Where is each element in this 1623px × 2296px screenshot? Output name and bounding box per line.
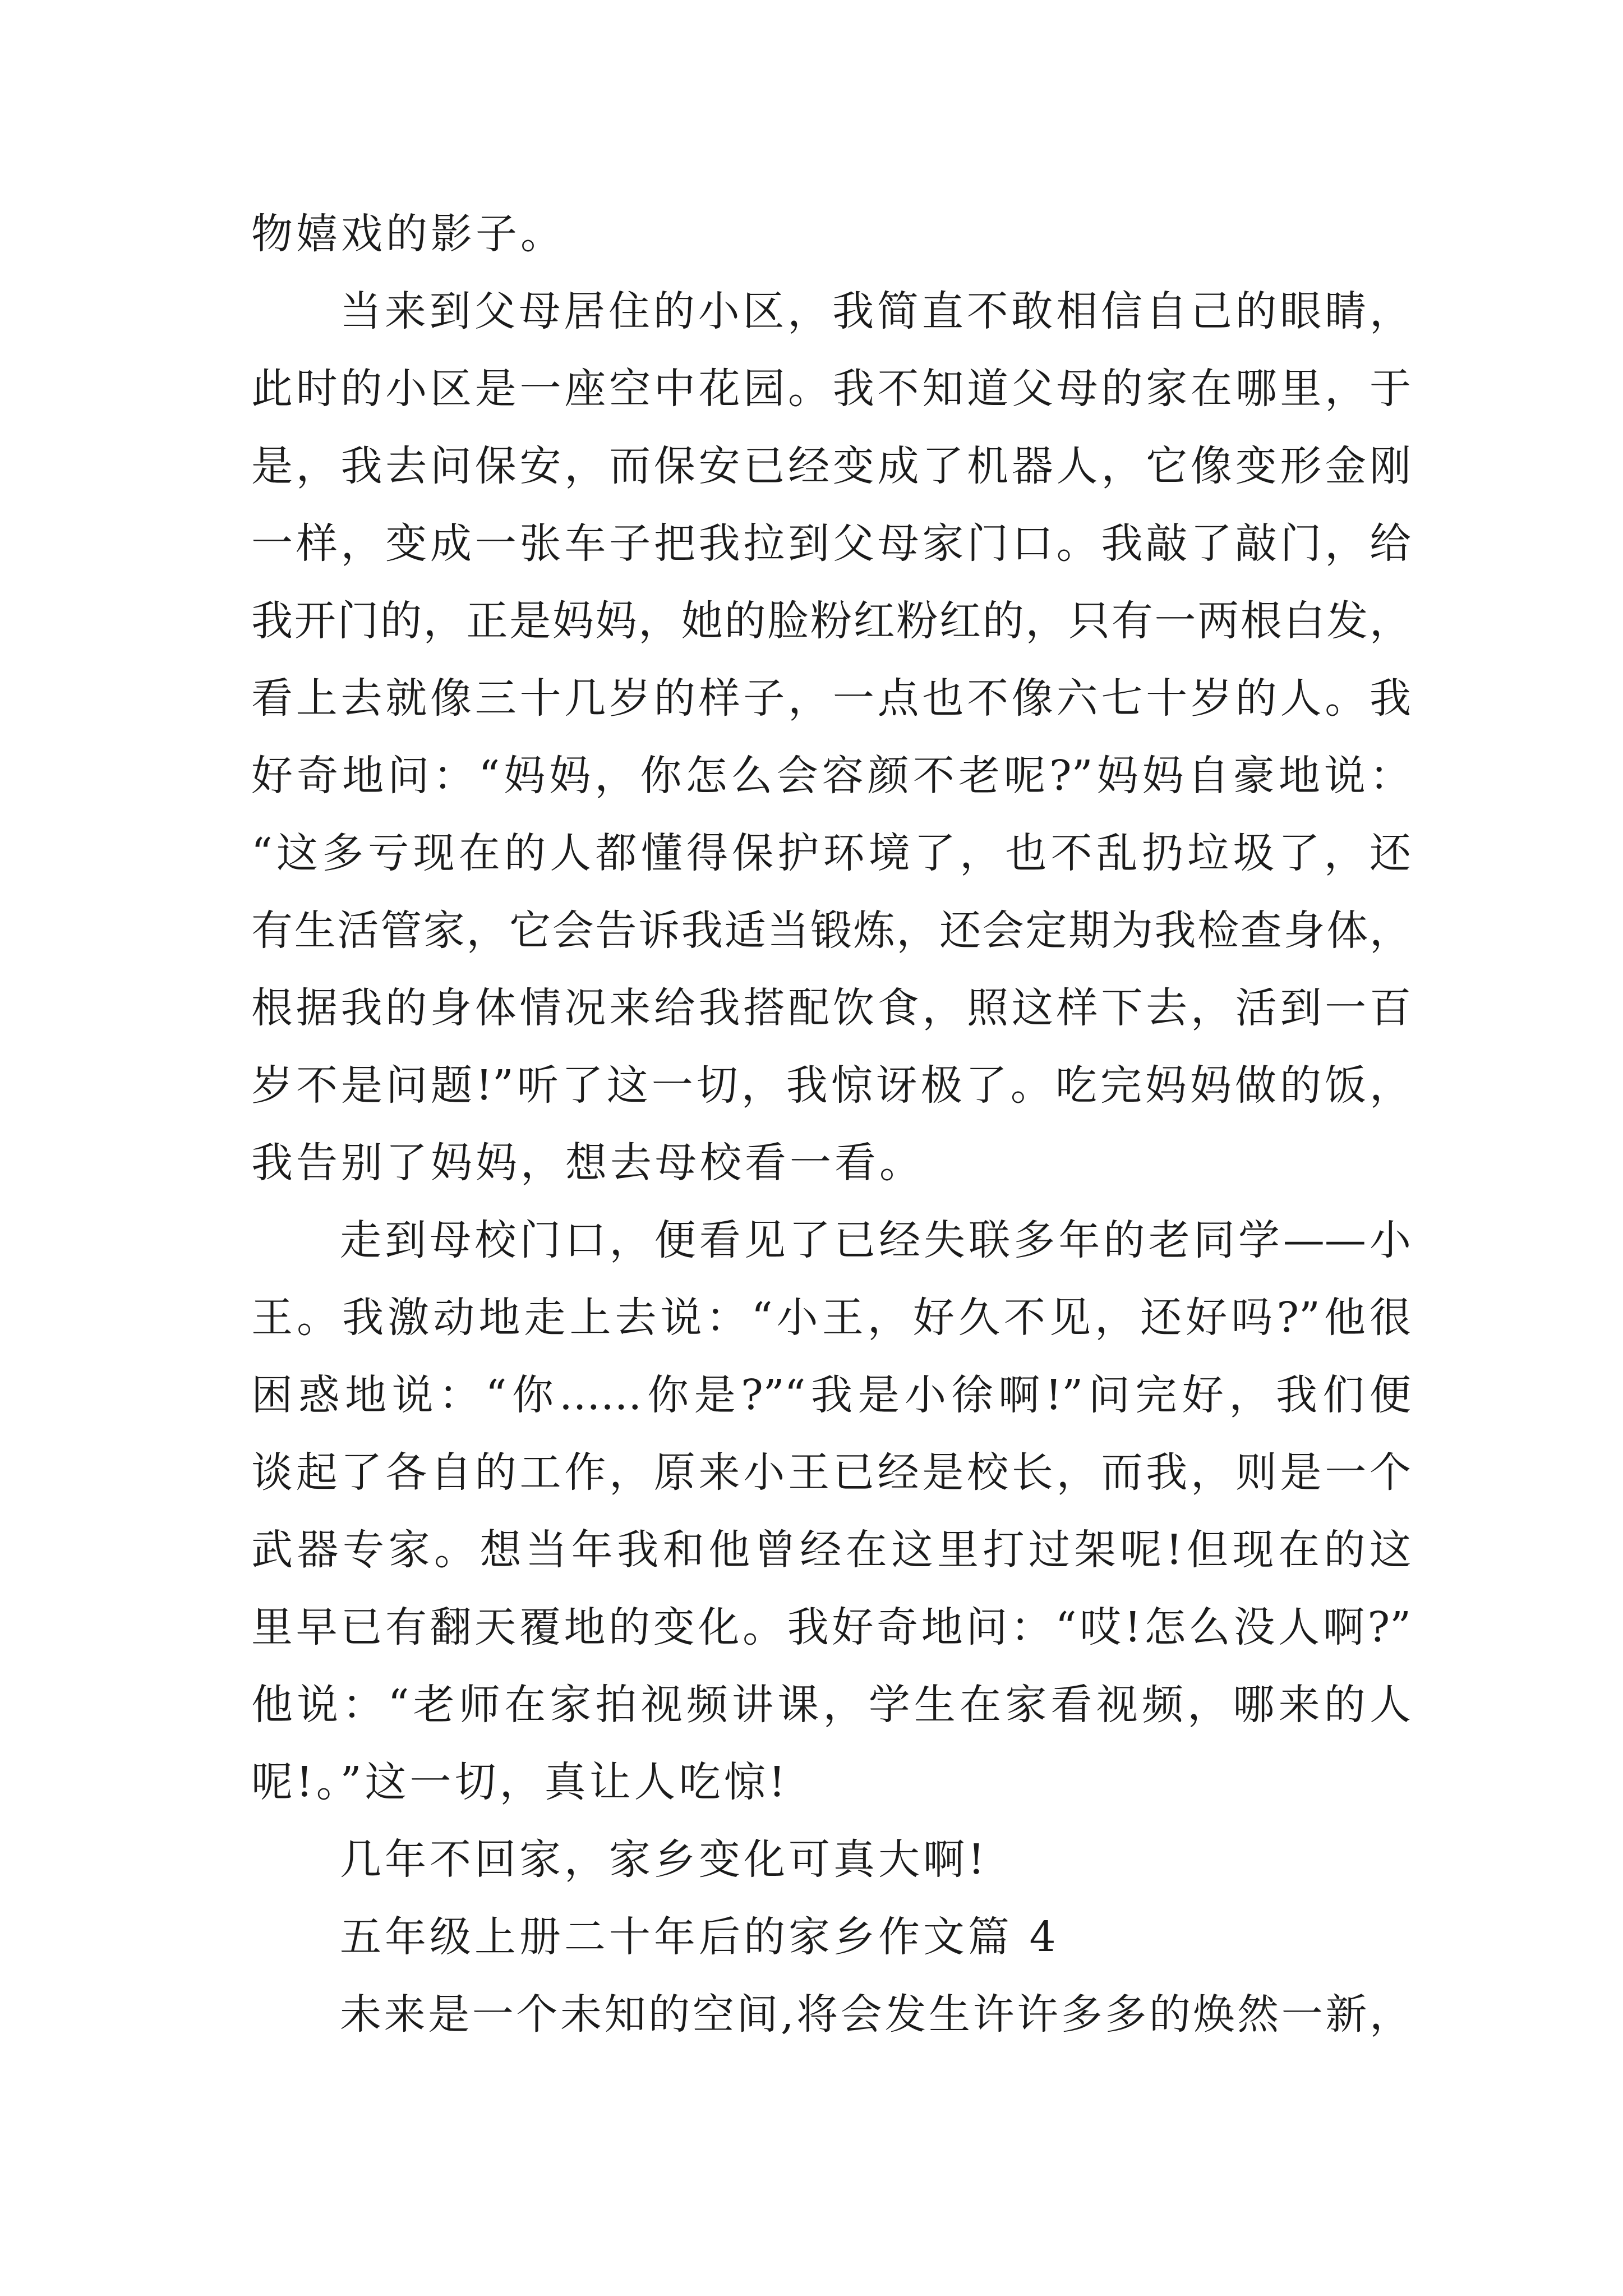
text-line: 物嬉戏的影子。	[251, 210, 565, 258]
text-line: 当来到父母居住的小区，我简直不敢相信自己的眼睛，	[340, 287, 1411, 335]
text-line: 武器专家。想当年我和他曾经在这里打过架呢!但现在的这	[251, 1526, 1411, 1574]
text-line: 一样，变成一张车子把我拉到父母家门口。我敲了敲门，给	[251, 519, 1411, 568]
paragraph-conclusion	[251, 1821, 1411, 1898]
text-line: 此时的小区是一座空中花园。我不知道父母的家在哪里，于	[251, 365, 1411, 413]
text-line: 几年不回家，家乡变化可真大啊!	[340, 1835, 988, 1884]
text-line: 走到母校门口，便看见了已经失联多年的老同学——小	[340, 1216, 1411, 1264]
text-line: 岁不是问题!”听了这一切，我惊讶极了。吃完妈妈做的饭，	[251, 1061, 1411, 1110]
text-line: “这多亏现在的人都懂得保护环境了，也不乱扔垃圾了，还	[251, 829, 1411, 877]
text-line: 有生活管家，它会告诉我适当锻炼，还会定期为我检查身体，	[251, 907, 1411, 955]
text-line: 我告别了妈妈，想去母校看一看。	[251, 1139, 924, 1187]
paragraph-parents-home	[251, 273, 1411, 1202]
text-line: 里早已有翻天覆地的变化。我好奇地问：“哎!怎么没人啊?”	[251, 1603, 1411, 1651]
text-line: 未来是一个未知的空间,将会发生许许多多的焕然一新，	[340, 1990, 1411, 2039]
heading-line: 五年级上册二十年后的家乡作文篇 4	[340, 1913, 1059, 1961]
text-line: 是，我去问保安，而保安已经变成了机器人，它像变形金刚	[251, 442, 1411, 490]
paragraph-continuation	[251, 195, 1411, 273]
text-line: 根据我的身体情况来给我搭配饮食，照这样下去，活到一百	[251, 984, 1411, 1032]
text-line: 王。我激动地走上去说：“小王，好久不见，还好吗?”他很	[251, 1294, 1411, 1342]
document-page	[251, 195, 1411, 2053]
section-heading	[251, 1898, 1411, 1976]
text-line: 我开门的，正是妈妈，她的脸粉红粉红的，只有一两根白发，	[251, 597, 1411, 645]
paragraph-school	[251, 1202, 1411, 1821]
paragraph-future	[251, 1976, 1411, 2053]
text-line: 谈起了各自的工作，原来小王已经是校长，而我，则是一个	[251, 1448, 1411, 1497]
text-line: 看上去就像三十几岁的样子，一点也不像六七十岁的人。我	[251, 674, 1411, 723]
text-line: 好奇地问：“妈妈，你怎么会容颜不老呢?”妈妈自豪地说：	[251, 752, 1411, 800]
text-line: 困惑地说：“你……你是?”“我是小徐啊!”问完好，我们便	[251, 1371, 1411, 1419]
text-line: 呢!。”这一切，真让人吃惊!	[251, 1758, 789, 1806]
text-line: 他说：“老师在家拍视频讲课，学生在家看视频，哪来的人	[251, 1681, 1411, 1729]
